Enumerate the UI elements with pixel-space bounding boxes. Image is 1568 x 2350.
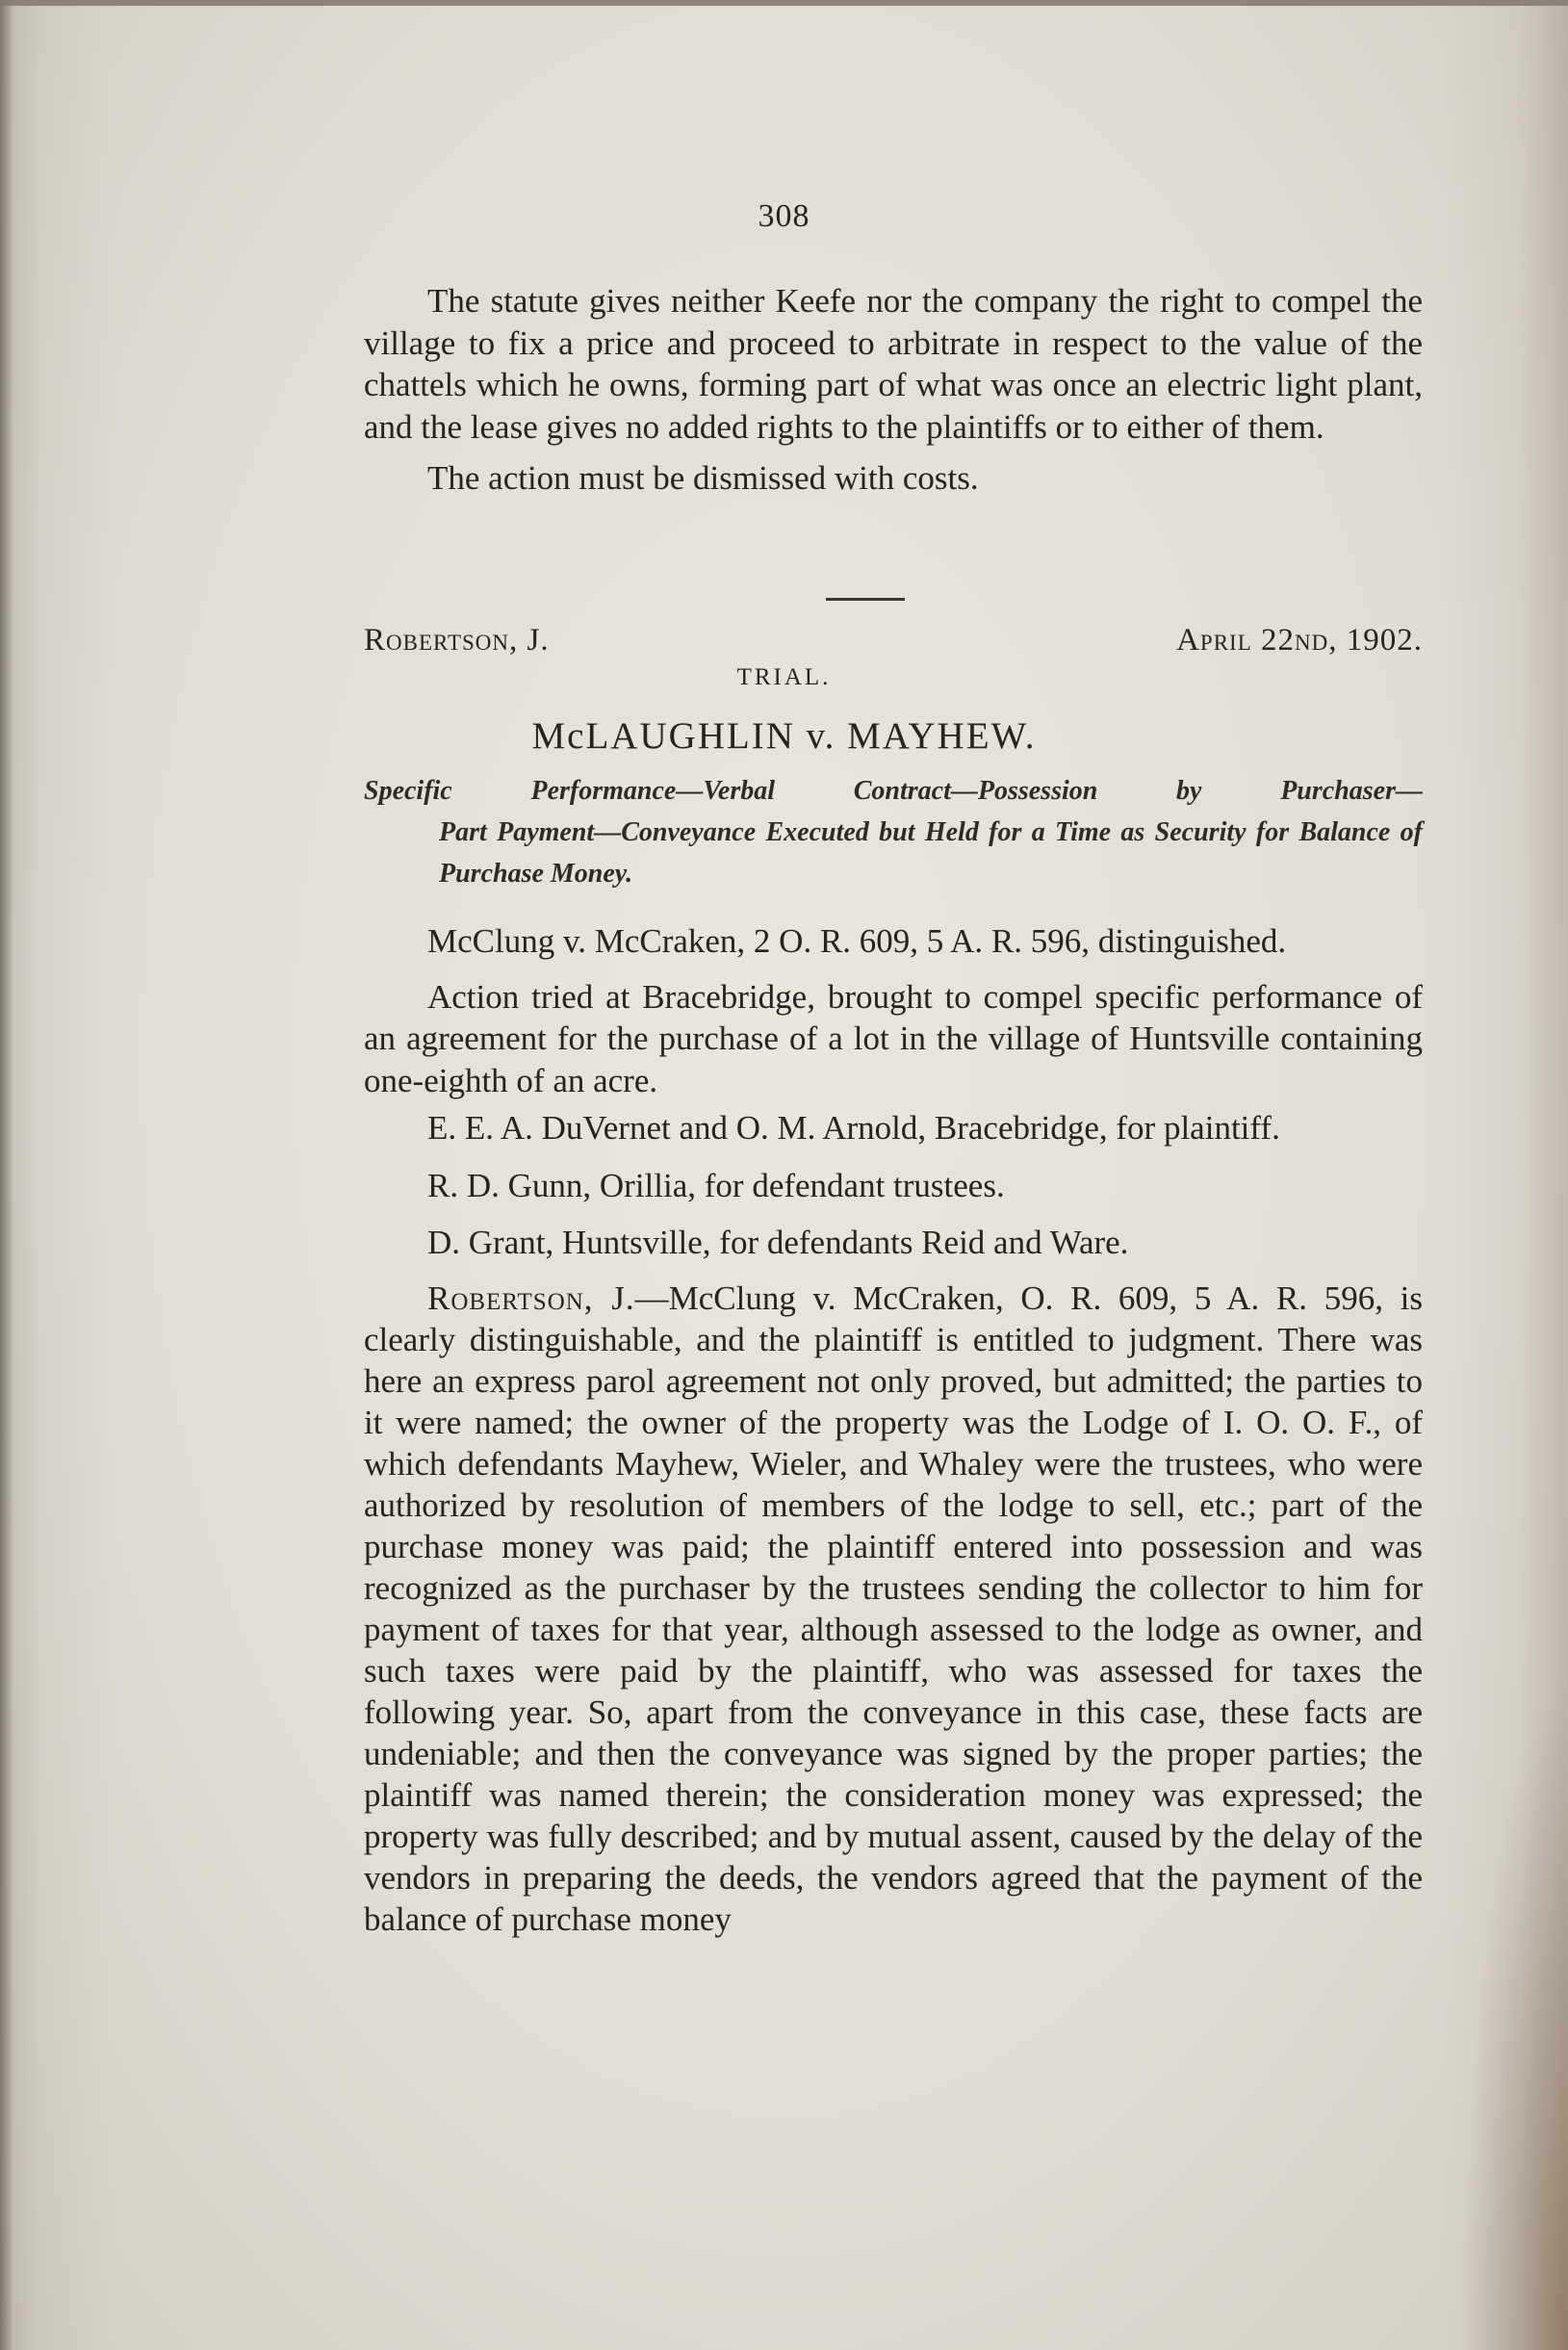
headnote-continuation: Part Payment—Conveyance Executed but Held for a Time as Security for Balance of Purchase Money. (439, 817, 1423, 889)
trial-label: TRIAL. (736, 664, 832, 690)
headnote (364, 770, 1423, 894)
paragraph-counsel-plaintiff: E. E. A. DuVernet and O. M. Arnold, Bracebridge, for plaintiff. (427, 1109, 1280, 1147)
paragraph-counsel-trustees: R. D. Gunn, Orillia, for defendant trustees. (427, 1166, 1005, 1204)
judgment-judge-name: Robertson, J. (427, 1278, 635, 1317)
judge-name: Robertson, J. (364, 623, 550, 658)
paragraph-action: Action tried at Bracebridge, brought to compel specific performance of an agreement for the purchase of a lot in the village of Huntsville containing one-eighth of an acre. (364, 977, 1423, 1099)
page-top-edge (0, 0, 1568, 6)
decision-date: April 22nd, 1902. (1176, 623, 1423, 658)
section-divider (826, 598, 905, 601)
opening-text (364, 280, 1423, 500)
judgment-text: —McClung v. McCraken, O. R. 609, 5 A. R. 596, is clearly distinguishable, and the plaintiff is entitled to judgment. There was here an express parol agreement not only proved, but admitted; the parties to it were named; the owner of the property was the Lodge of I. O. O. F., of which defendants Mayhew, Wieler, and Whaley were the trustees, who were authorized by resolution of members of the lodge to sell, etc.; part of the purchase money was paid; the plaintiff entered into possession and was recognized as the purchaser by the trustees sending the collector to him for payment of taxes for that year, although assessed to the lodge as owner, and such taxes were paid by the plaintiff, who was assessed for taxes the following year. So, apart from the conveyance in this case, these facts are undeniable; and then the conveyance was signed by the proper parties; the plaintiff was named therein; the consideration money was expressed; the property was fully described; and by mutual assent, caused by the delay of the vendors in preparing the deeds, the vendors agreed that the payment of the balance of purchase money (364, 1278, 1423, 1938)
paragraph-judgment (364, 1278, 1423, 1940)
case-body (364, 920, 1423, 1940)
page-number: 308 (758, 198, 810, 234)
page-left-edge (0, 0, 13, 2350)
paragraph-counsel-defendants: D. Grant, Huntsville, for defendants Reid and Ware. (427, 1224, 1129, 1261)
headnote-first-line: Specific Performance—Verbal Contract—Possession by Purchaser— (364, 776, 1423, 806)
page-corner-shadow (1462, 1676, 1568, 2350)
case-heading-row (364, 618, 1423, 662)
paragraph-distinguished: McClung v. McCraken, 2 O. R. 609, 5 A. R. 596, distinguished. (427, 922, 1287, 960)
case-title: McLAUGHLIN v. MAYHEW. (531, 715, 1037, 757)
paragraph-statute: The statute gives neither Keefe nor the company the right to compel the village to fix a price and proceed to arbitrate in respect to the value of the chattels which he owns, forming part of what was once an electric light plant, and the lease gives no added rights to the plaintiffs or to either of them. (364, 282, 1423, 446)
paragraph-dismissed: The action must be dismissed with costs. (427, 459, 979, 497)
